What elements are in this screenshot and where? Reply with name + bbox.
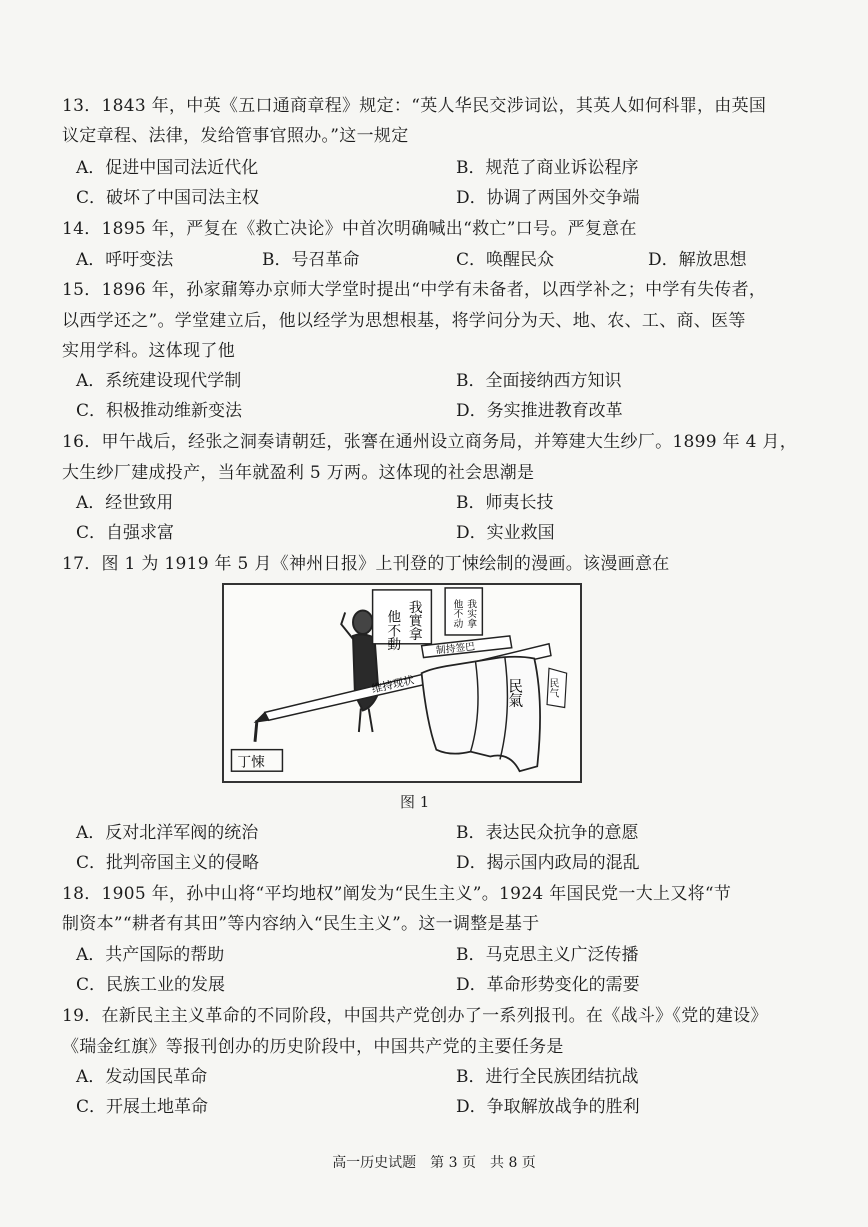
q18-option-a: A．共产国际的帮助 (76, 945, 225, 965)
q19-option-d: D．争取解放战争的胜利 (456, 1097, 640, 1117)
q18-stem-line1: 18．1905 年，孙中山将“平均地权”阐发为“民生主义”。1924 年国民党一大上又将“节 (62, 884, 732, 904)
q13-option-a: A．促进中国司法近代化 (76, 158, 259, 178)
q15-option-b: B．全面接纳西方知识 (456, 371, 622, 391)
signature-text: 丁悚 (237, 754, 265, 771)
q13-option-d: D．协调了两国外交争端 (456, 188, 640, 208)
q17-option-a: A．反对北洋军阀的统治 (76, 823, 259, 843)
q19-stem-line1: 19．在新民主主义革命的不同阶段，中国共产党创办了一系列报刊。在《战斗》《党的建设》 (62, 1006, 768, 1026)
q14-stem-line1: 14．1895 年，严复在《救亡决论》中首次明确喊出“救亡”口号。严复意在 (62, 219, 637, 239)
cartoon-figure (222, 583, 582, 783)
q18-option-d: D．革命形势变化的需要 (456, 975, 640, 995)
q17-option-d: D．揭示国内政局的混乱 (456, 853, 640, 873)
q16-option-c: C．自强求富 (76, 523, 175, 543)
q15-option-d: D．务实推进教育改革 (456, 401, 623, 421)
cloth-text: 民氣 (506, 678, 524, 708)
q16-option-a: A．经世致用 (76, 493, 174, 513)
bubble-left-text: 他不動 (384, 609, 401, 651)
q17-stem-line1: 17．图 1 为 1919 年 5 月《神州日报》上刊登的丁悚绘制的漫画。该漫画意在 (62, 554, 670, 574)
q14-option-a: A．呼吁变法 (76, 250, 174, 270)
q15-option-a: A．系统建设现代学制 (76, 371, 242, 391)
q15-stem-line3: 实用学科。这体现了他 (62, 341, 235, 361)
tag-text: 民气 (547, 678, 559, 698)
q18-stem-line2: 制资本”“耕者有其田”等内容纳入“民生主义”。这一调整是基于 (62, 914, 540, 934)
q14-option-b: B．号召革命 (262, 250, 360, 270)
bubble-right-text: 我實拿 (405, 599, 422, 641)
q15-stem-line2: 以西学还之”。学堂建立后，他以经学为思想根基，将学问分为天、地、农、工、商、医等 (62, 311, 746, 331)
bubble-far-text: 他不动 (451, 598, 463, 629)
q13-option-b: B．规范了商业诉讼程序 (456, 158, 639, 178)
bubble-far2-text: 我实拿 (465, 598, 477, 629)
q16-stem-line2: 大生纱厂建成投产，当年就盈利 5 万两。这体现的社会思潮是 (62, 463, 535, 483)
q16-stem-line1: 16．甲午战后，经张之洞奏请朝廷，张謇在通州设立商务局，并筹建大生纱厂。1899 年 4 月， (62, 432, 798, 452)
cartoon-drawing (224, 585, 580, 781)
page-footer: 高一历史试题 第 3 页 共 8 页 (332, 1155, 536, 1171)
q19-stem-line2: 《瑞金红旗》等报刊创办的历史阶段中，中国共产党的主要任务是 (62, 1037, 564, 1057)
q13-option-c: C．破坏了中国司法主权 (76, 188, 260, 208)
q16-option-d: D．实业救国 (456, 523, 555, 543)
cloth-drape (422, 657, 540, 771)
q18-option-c: C．民族工业的发展 (76, 975, 226, 995)
q15-stem-line1: 15．1896 年，孙家鼐筹办京师大学堂时提出“中学有未备者，以西学补之；中学有失传者， (62, 280, 767, 300)
q13-stem-line1: 13．1843 年，中英《五口通商章程》规定：“英人华民交涉词讼，其英人如何科罪，由英国 (62, 96, 767, 116)
q19-option-a: A．发动国民革命 (76, 1067, 208, 1087)
q18-option-b: B．马克思主义广泛传播 (456, 945, 639, 965)
q17-option-b: B．表达民众抗争的意愿 (456, 823, 639, 843)
q19-option-c: C．开展土地革命 (76, 1097, 209, 1117)
label-bar-text: 制持签巴 (435, 641, 476, 657)
q15-option-c: C．积极推动维新变法 (76, 401, 243, 421)
q13-stem-line2: 议定章程、法律，发给管事官照办。”这一规定 (62, 126, 409, 146)
q19-option-b: B．进行全民族团结抗战 (456, 1067, 639, 1087)
q14-option-c: C．唤醒民众 (456, 250, 555, 270)
speech-bubble-left (373, 590, 432, 644)
spear-text: 维持现状 (370, 673, 416, 696)
q16-option-b: B．师夷长技 (456, 493, 554, 513)
figure-caption: 图 1 (400, 793, 430, 811)
q17-option-c: C．批判帝国主义的侵略 (76, 853, 260, 873)
q14-option-d: D．解放思想 (648, 250, 747, 270)
